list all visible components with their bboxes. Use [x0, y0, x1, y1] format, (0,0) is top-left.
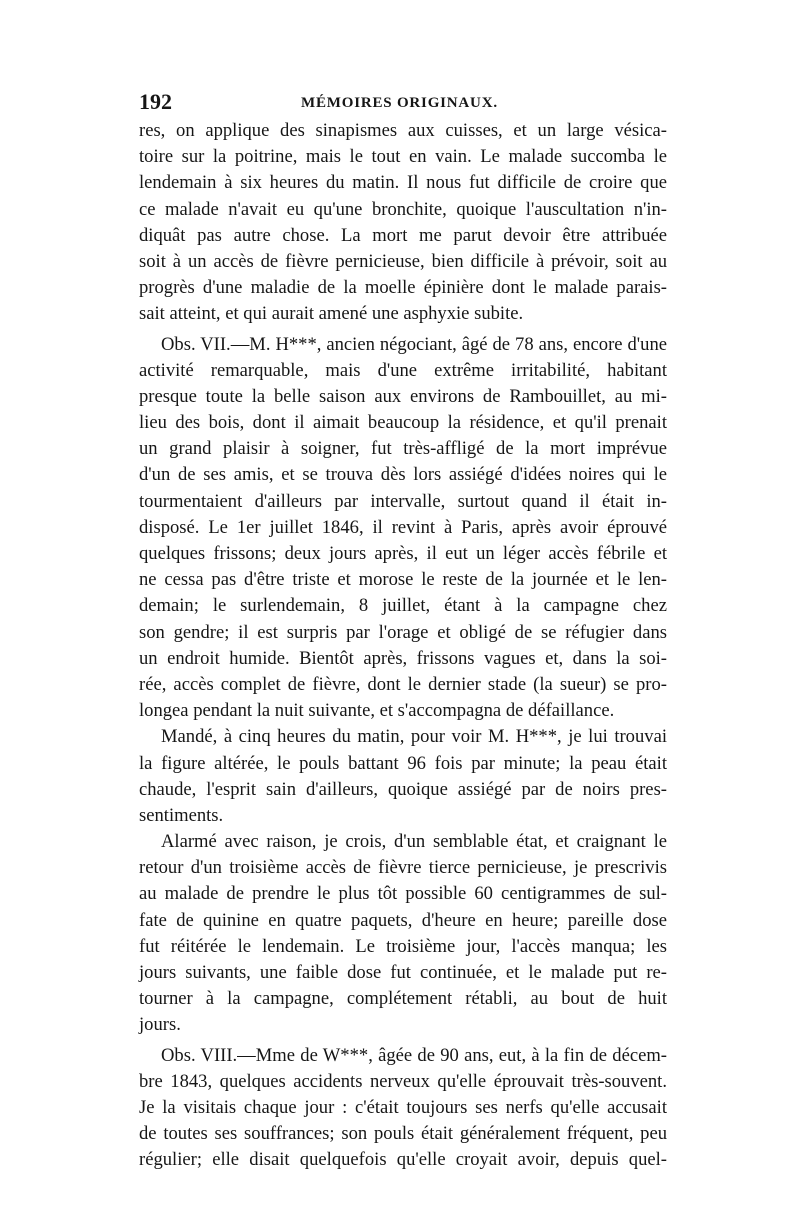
text-line: toire sur la poitrine, mais le tout en vain. Le malade succomba le — [139, 146, 667, 168]
text-line: disposé. Le 1er juillet 1846, il revint à Paris, après avoir éprouvé — [139, 516, 667, 538]
body-text — [139, 118, 667, 1174]
text-line: jours suivants, une faible dose fut continuée, et le malade put re- — [139, 962, 667, 983]
text-line: son gendre; il est surpris par l'orage et obligé de se réfugier dans — [139, 621, 667, 643]
text-line: tourner à la campagne, complétement rétabli, au bout de huit — [139, 988, 667, 1010]
text-line: Mandé, à cinq heures du matin, pour voir M. H***, je lui trouvai — [161, 726, 667, 748]
text-line: rée, accès complet de fièvre, dont le dernier stade (la sueur) se pro- — [139, 673, 667, 695]
text-line: régulier; elle disait quelquefois qu'elle croyait avoir, depuis quel- — [139, 1149, 667, 1171]
text-line: retour d'un troisième accès de fièvre tierce pernicieuse, je prescrivis — [139, 857, 667, 879]
text-line: un endroit humide. Bientôt après, frissons vagues et, dans la soi- — [139, 647, 667, 669]
running-head — [139, 88, 667, 116]
text-line: jours. — [139, 1014, 181, 1036]
text-line: Obs. VII.—M. H***, ancien négociant, âgé de 78 ans, encore d'une — [161, 333, 667, 355]
running-title: MÉMOIRES ORIGINAUX. — [301, 95, 498, 111]
text-line: de toutes ses souffrances; son pouls était généralement fréquent, peu — [139, 1123, 667, 1145]
text-line: sait atteint, et qui aurait amené une asphyxie subite. — [139, 303, 524, 325]
text-line: soit à un accès de fièvre pernicieuse, bien difficile à prévoir, soit au — [139, 250, 667, 272]
paragraph-obs-viii — [139, 1043, 667, 1174]
text-line: fate de quinine en quatre paquets, d'heure en heure; pareille dose — [139, 909, 667, 931]
paragraph-obs-vii — [139, 332, 667, 725]
paragraph — [139, 118, 667, 328]
text-line: fut réitérée le lendemain. Le troisième jour, l'accès manqua; les — [139, 935, 667, 957]
text-line: longea pendant la nuit suivante, et s'accompagna de défaillance. — [139, 700, 615, 722]
text-line: quelques frissons; deux jours après, il eut un léger accès fébrile et — [139, 543, 667, 564]
text-line: sentiments. — [139, 804, 224, 826]
text-line: progrès d'une maladie de la moelle épinière dont le malade parais- — [139, 277, 667, 299]
text-line: chaude, l'esprit sain d'ailleurs, quoique assiégé par de noirs pres- — [139, 778, 667, 800]
text-line: ne cessa pas d'être triste et morose le reste de la journée et le len- — [139, 569, 667, 591]
text-line: lieu des bois, dont il aimait beaucoup la résidence, et qu'il prenait — [139, 412, 667, 434]
text-line: Je la visitais chaque jour : c'était toujours ses nerfs qu'elle accusait — [139, 1096, 667, 1118]
text-line: ce malade n'avait eu qu'une bronchite, quoique l'auscultation n'in- — [139, 198, 667, 220]
text-line: diquât pas autre chose. La mort me parut devoir être attribuée — [139, 224, 667, 246]
text-line: lendemain à six heures du matin. Il nous fut difficile de croire que — [139, 172, 667, 194]
text-line: tourmentaient d'ailleurs par intervalle, surtout quand il était in- — [139, 490, 667, 512]
page-number: 192 — [139, 89, 172, 114]
paragraph — [139, 724, 667, 829]
text-line: au malade de prendre le plus tôt possible 60 centigrammes de sul- — [139, 883, 667, 905]
text-line: d'un de ses amis, et se trouva dès lors assiégé d'idées noires qui le — [139, 464, 667, 486]
text-line: Obs. VIII.—Mme de W***, âgée de 90 ans, eut, à la fin de décem- — [161, 1044, 667, 1066]
text-line: demain; le surlendemain, 8 juillet, étant à la campagne chez — [139, 595, 667, 617]
text-line: presque toute la belle saison aux environs de Rambouillet, au mi- — [139, 385, 667, 407]
text-line: activité remarquable, mais d'une extrême irritabilité, habitant — [139, 359, 667, 381]
text-line: un grand plaisir à soigner, fut très-affligé de la mort imprévue — [139, 438, 667, 460]
text-line: Alarmé avec raison, je crois, d'un semblable état, et craignant le — [161, 831, 667, 853]
text-line: bre 1843, quelques accidents nerveux qu'elle éprouvait très-souvent. — [139, 1070, 667, 1092]
text-line: res, on applique des sinapismes aux cuisses, et un large vésica- — [139, 120, 667, 141]
paragraph — [139, 829, 667, 1039]
text-line: la figure altérée, le pouls battant 96 fois par minute; la peau était — [139, 752, 667, 774]
book-page — [139, 88, 667, 1174]
